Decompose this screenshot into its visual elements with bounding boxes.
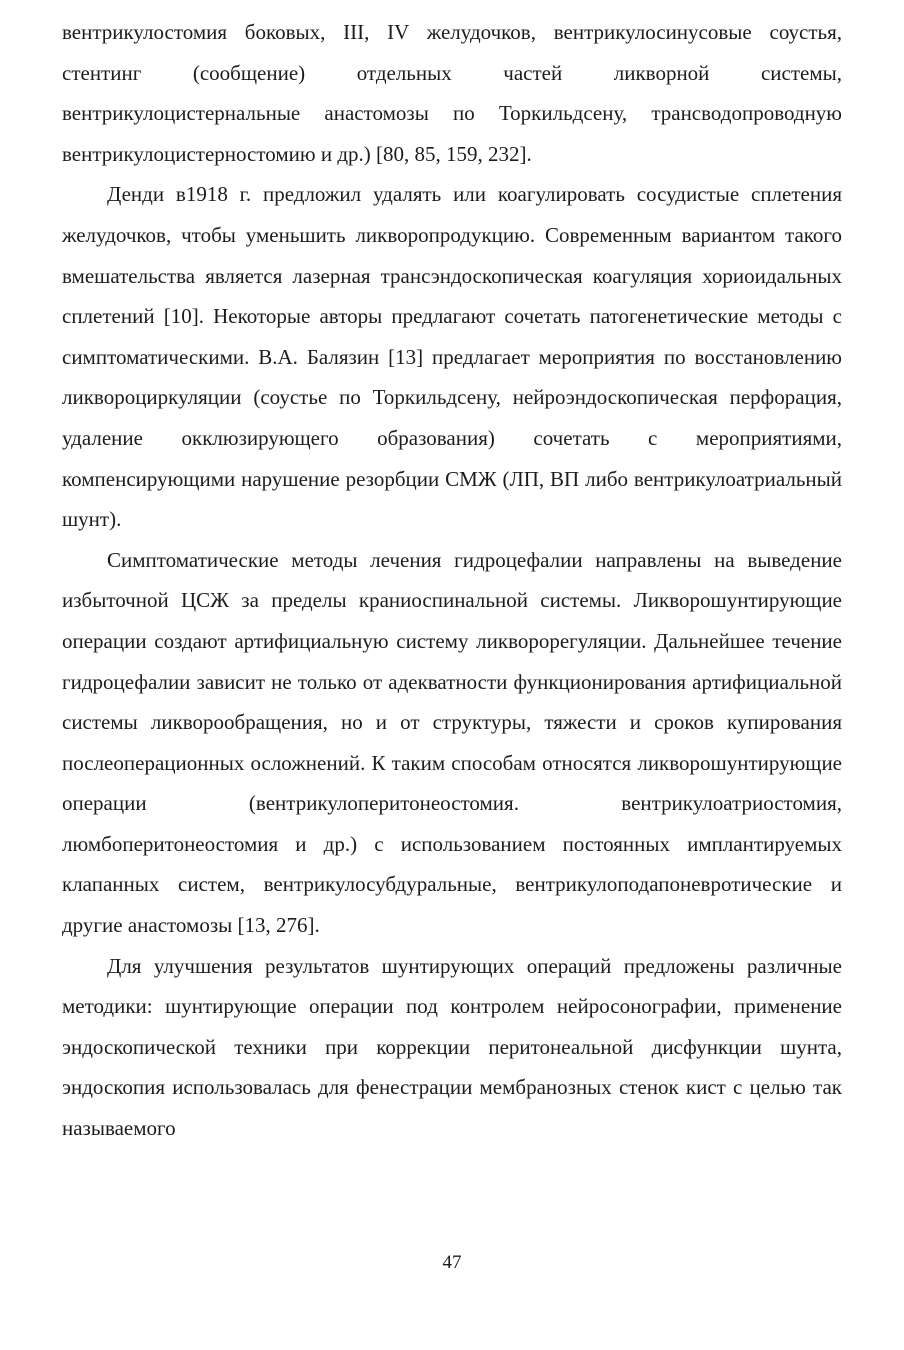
page-number: 47 bbox=[442, 1252, 462, 1273]
paragraph-1: вентрикулостомия боковых, III, IV желудочков, вентрикулосинусовые соустья, стентинг (сообщение) отдельных частей ликворной системы, вентрикулоцистернальные анастомозы по Торкильдсену, трансводопроводную вентрикулоцистерностомию и др.) [80, 85, 159, 232]. bbox=[62, 20, 842, 166]
paragraph-4: Для улучшения результатов шунтирующих операций предложены различные методики: шунтирующие операции под контролем нейросонографии, применение эндоскопической техники при коррекции перитонеальной дисфункции шунта, эндоскопия использовалась для фенестрации мембранозных стенок кист с целью так называемого bbox=[62, 953, 842, 1141]
paragraph-2: Денди в1918 г. предложил удалять или коагулировать сосудистые сплетения желудочков, чтобы уменьшить ликворопродукцию. Современным вариантом такого вмешательства является лазерная трансэндоскопическая коагуляция хориоидальных сплетений [10]. Некоторые авторы предлагают сочетать патогенетические методы с симптоматическими. В.А. Балязин [13] предлагает мероприятия по восстановлению ликвороциркуляции (соустье по Торкильдсену, нейроэндоскопическая перфорация, удаление окклюзирующего образования) сочетать с мероприятиями, компенсирующими нарушение резорбции СМЖ (ЛП, ВП либо вентрикулоатриальный шунт). bbox=[62, 182, 842, 532]
paragraph-3: Симптоматические методы лечения гидроцефалии направлены на выведение избыточной ЦСЖ за пределы краниоспинальной системы. Ликворошунтирующие операции создают артифициальную систему ликворорегуляции. Дальнейшее течение гидроцефалии зависит не только от адекватности функционирования артифициальной системы ликворообращения, но и от структуры, тяжести и сроков купирования послеоперационных осложнений. К таким способам относятся ликворошунтирующие операции (вентрикулоперитонеостомия. вентрикулоатриостомия, люмбоперитонеостомия и др.) с использованием постоянных имплантируемых клапанных систем, вентрикулосубдуральные, вентрикулоподапоневротические и другие анастомозы [13, 276]. bbox=[62, 547, 842, 938]
document-body bbox=[62, 12, 842, 1149]
